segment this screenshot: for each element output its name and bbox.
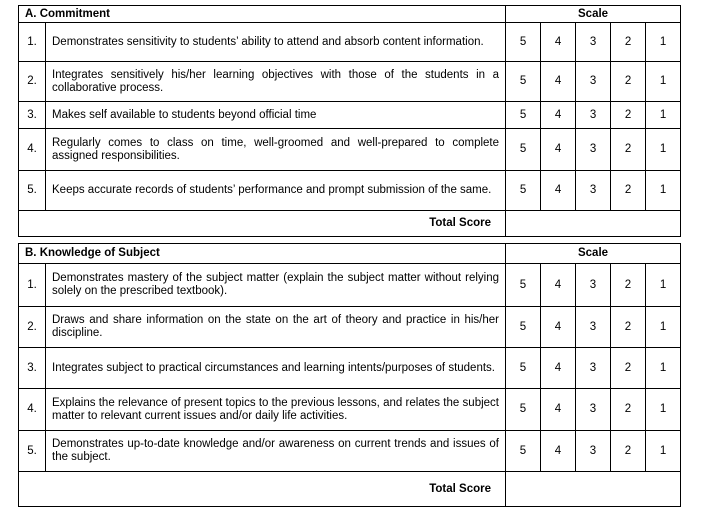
criterion-number: 3. [19,102,46,129]
scale-option-1[interactable]: 1 [646,23,681,62]
scale-header: Scale [506,244,681,264]
scale-option-5[interactable]: 5 [506,348,541,389]
scale-option-4[interactable]: 4 [541,389,576,431]
criterion-number: 5. [19,431,46,472]
scale-option-3[interactable]: 3 [576,129,611,171]
scale-option-4[interactable]: 4 [541,129,576,171]
section-header-row [19,244,681,264]
scale-option-2[interactable]: 2 [611,171,646,211]
criterion-text: Integrates subject to practical circumstances and learning intents/purposes of students. [46,348,506,389]
criterion-text: Keeps accurate records of students’ performance and prompt submission of the same. [46,171,506,211]
criterion-number: 2. [19,307,46,348]
scale-option-2[interactable]: 2 [611,129,646,171]
criterion-number: 4. [19,129,46,171]
scale-option-1[interactable]: 1 [646,348,681,389]
scale-option-3[interactable]: 3 [576,102,611,129]
scale-option-3[interactable]: 3 [576,348,611,389]
scale-option-4[interactable]: 4 [541,62,576,102]
criterion-row [19,129,681,171]
scale-option-4[interactable]: 4 [541,23,576,62]
criterion-text: Demonstrates up-to-date knowledge and/or awareness on current trends and issues of the subject. [46,431,506,472]
criterion-number: 5. [19,171,46,211]
criterion-text: Demonstrates mastery of the subject matter (explain the subject matter without relying solely on the prescribed textbook). [46,264,506,307]
scale-option-5[interactable]: 5 [506,389,541,431]
scale-option-3[interactable]: 3 [576,307,611,348]
scale-option-5[interactable]: 5 [506,171,541,211]
scale-option-2[interactable]: 2 [611,62,646,102]
total-score-row [19,211,681,237]
scale-option-5[interactable]: 5 [506,129,541,171]
scale-option-3[interactable]: 3 [576,62,611,102]
total-score-label: Total Score [19,211,506,237]
scale-option-1[interactable]: 1 [646,129,681,171]
scale-option-3[interactable]: 3 [576,264,611,307]
scale-option-4[interactable]: 4 [541,307,576,348]
scale-option-4[interactable]: 4 [541,431,576,472]
criterion-row [19,102,681,129]
criterion-text: Draws and share information on the state on the art of theory and practice in his/her discipline. [46,307,506,348]
scale-option-2[interactable]: 2 [611,102,646,129]
scale-option-3[interactable]: 3 [576,389,611,431]
criterion-row [19,431,681,472]
scale-option-1[interactable]: 1 [646,62,681,102]
scale-option-4[interactable]: 4 [541,264,576,307]
scale-option-2[interactable]: 2 [611,389,646,431]
criterion-text: Integrates sensitively his/her learning objectives with those of the students in a collaborative process. [46,62,506,102]
criterion-row [19,389,681,431]
scale-header: Scale [506,6,681,23]
scale-option-5[interactable]: 5 [506,307,541,348]
criterion-text: Explains the relevance of present topics to the previous lessons, and relates the subject matter to relevant current issues and/or daily life activities. [46,389,506,431]
scale-option-1[interactable]: 1 [646,171,681,211]
scale-option-1[interactable]: 1 [646,264,681,307]
criterion-number: 1. [19,23,46,62]
scale-option-4[interactable]: 4 [541,171,576,211]
criterion-row [19,23,681,62]
commitment-table [18,5,681,237]
scale-option-2[interactable]: 2 [611,431,646,472]
scale-option-5[interactable]: 5 [506,431,541,472]
criterion-text: Demonstrates sensitivity to students’ ability to attend and absorb content information. [46,23,506,62]
scale-option-2[interactable]: 2 [611,23,646,62]
scale-option-2[interactable]: 2 [611,348,646,389]
total-score-field[interactable] [506,472,681,507]
criterion-row [19,264,681,307]
criterion-number: 3. [19,348,46,389]
criterion-number: 4. [19,389,46,431]
scale-option-1[interactable]: 1 [646,102,681,129]
scale-option-3[interactable]: 3 [576,171,611,211]
scale-option-5[interactable]: 5 [506,62,541,102]
scale-option-5[interactable]: 5 [506,23,541,62]
scale-option-2[interactable]: 2 [611,264,646,307]
total-score-row [19,472,681,507]
scale-option-3[interactable]: 3 [576,23,611,62]
section-header-row [19,6,681,23]
criterion-row [19,307,681,348]
criterion-number: 1. [19,264,46,307]
scale-option-1[interactable]: 1 [646,431,681,472]
total-score-label: Total Score [19,472,506,507]
scale-option-5[interactable]: 5 [506,264,541,307]
scale-option-1[interactable]: 1 [646,307,681,348]
criterion-number: 2. [19,62,46,102]
scale-option-3[interactable]: 3 [576,431,611,472]
scale-option-1[interactable]: 1 [646,389,681,431]
section-title: B. Knowledge of Subject [19,244,506,264]
section-title: A. Commitment [19,6,506,23]
scale-option-5[interactable]: 5 [506,102,541,129]
knowledge-table [18,243,681,507]
scale-option-2[interactable]: 2 [611,307,646,348]
total-score-field[interactable] [506,211,681,237]
criterion-row [19,62,681,102]
scale-option-4[interactable]: 4 [541,102,576,129]
criterion-row [19,348,681,389]
criterion-text: Makes self available to students beyond official time [46,102,506,129]
scale-option-4[interactable]: 4 [541,348,576,389]
criterion-row [19,171,681,211]
criterion-text: Regularly comes to class on time, well-groomed and well-prepared to complete assigned responsibilities. [46,129,506,171]
